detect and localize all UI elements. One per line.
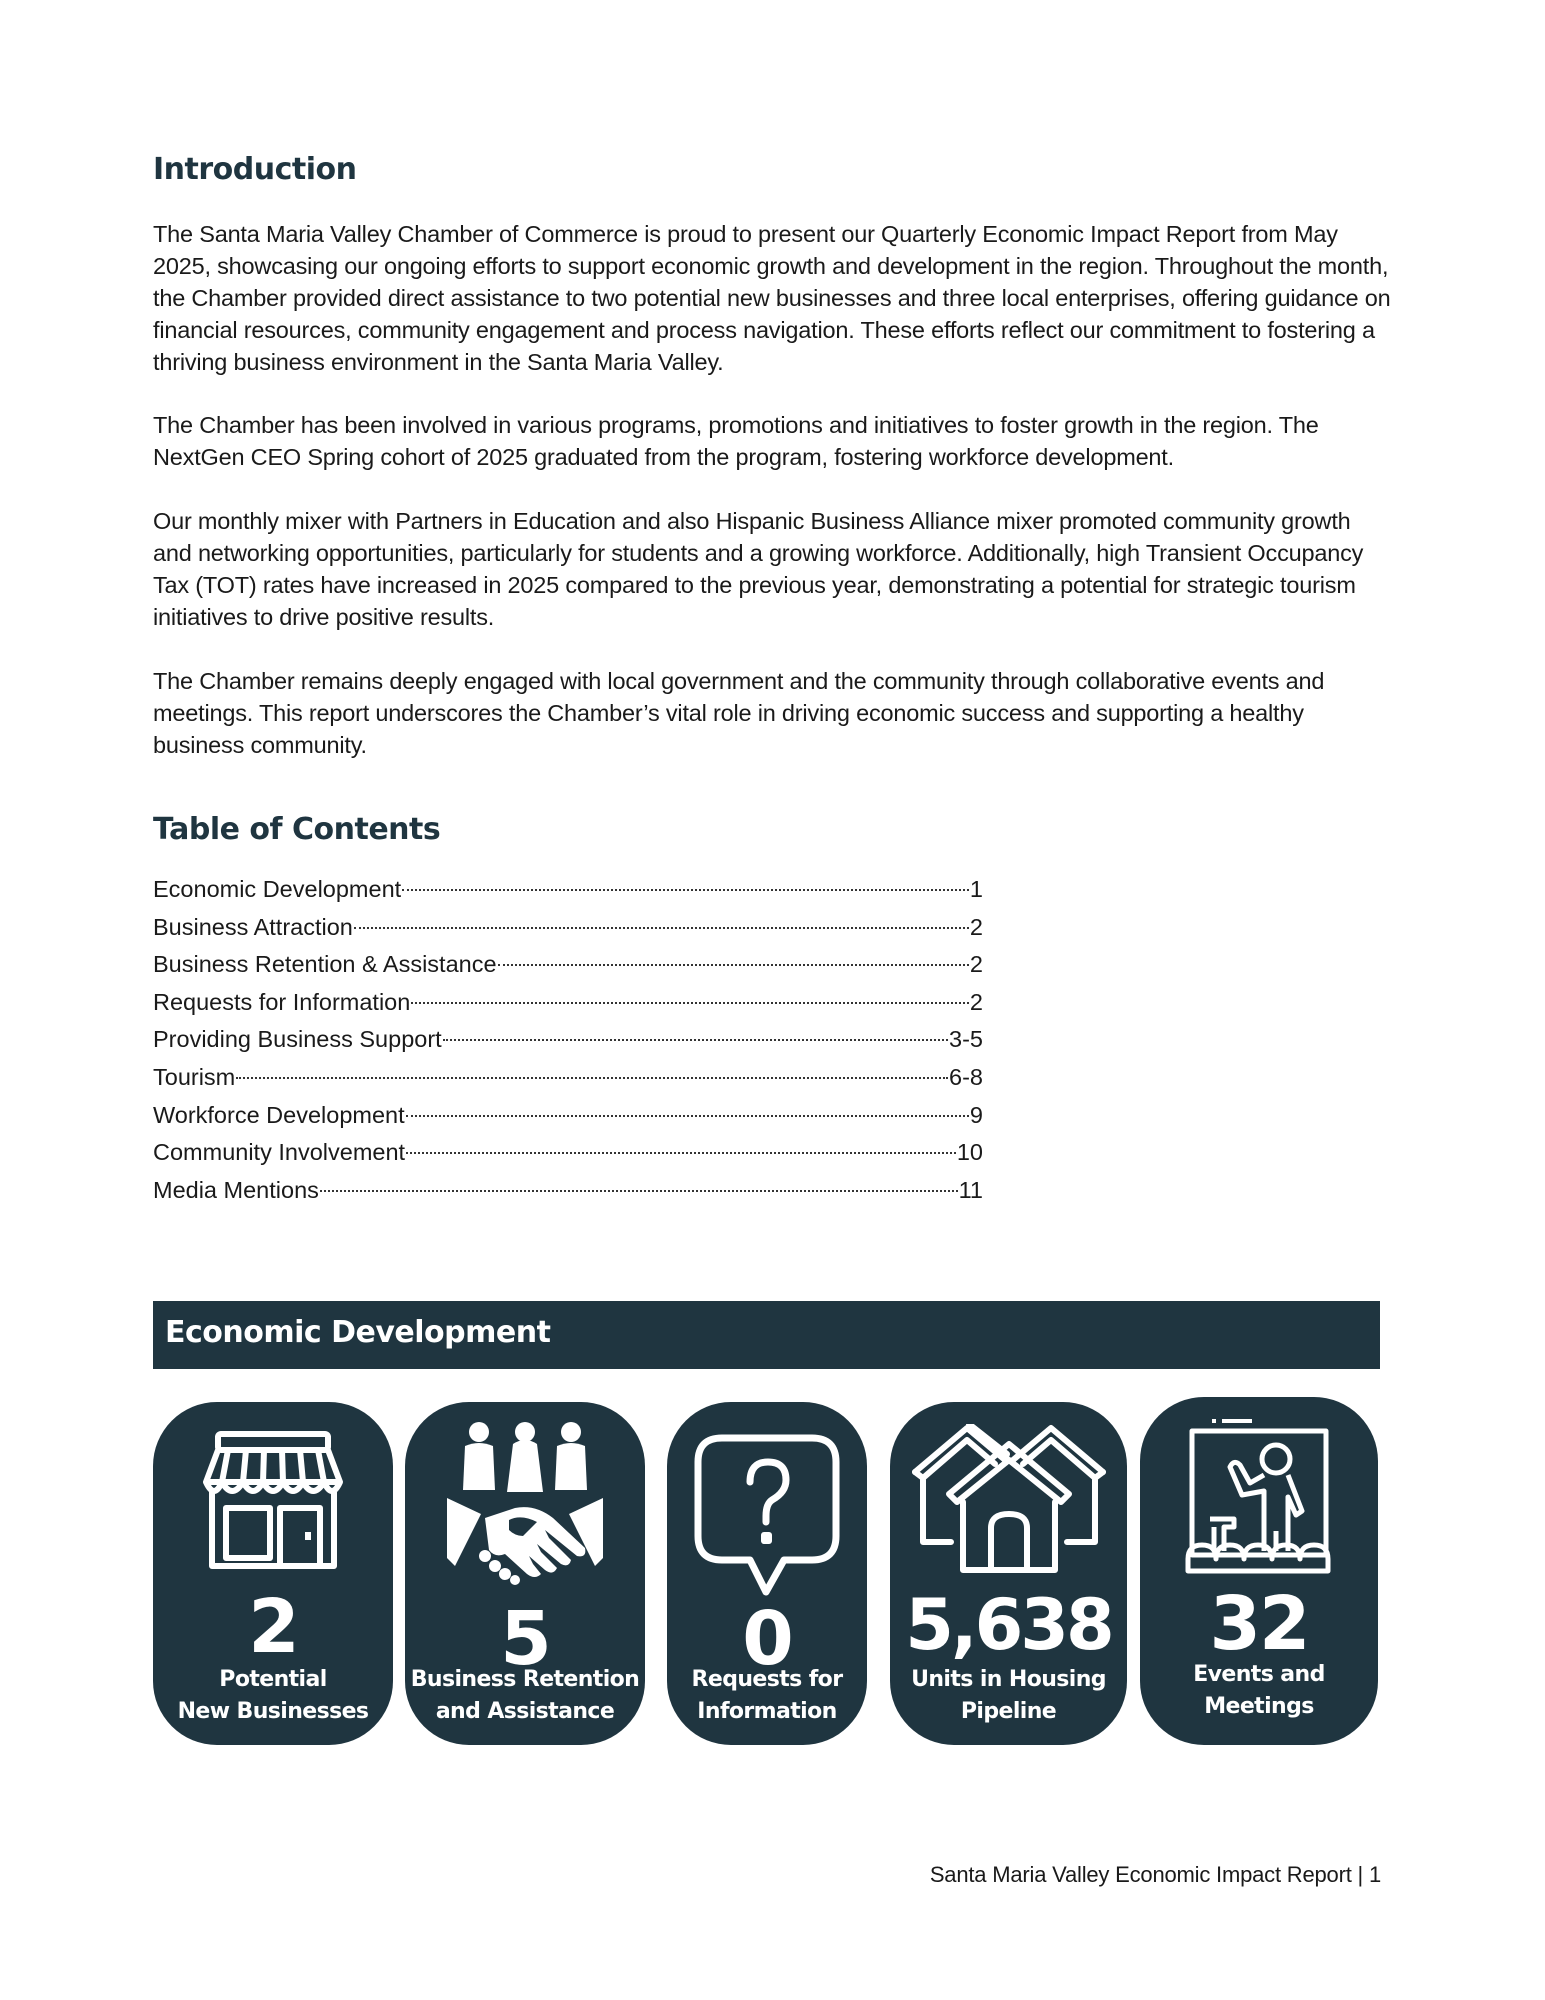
economic-development-banner bbox=[153, 1301, 1380, 1369]
toc-item[interactable]: Media Mentions 11 bbox=[153, 1176, 983, 1203]
stat-label-line1: Potential bbox=[219, 1667, 327, 1692]
toc-item[interactable]: Business Attraction 2 bbox=[153, 913, 983, 940]
stat-card-events-meetings bbox=[1140, 1397, 1378, 1745]
toc-leader-dots bbox=[443, 1039, 948, 1041]
stat-label-line2: Meetings bbox=[1204, 1694, 1314, 1719]
toc-leader-dots bbox=[498, 964, 969, 966]
economic-development-heading: Economic Development bbox=[165, 1315, 551, 1350]
intro-paragraph-4: The Chamber remains deeply engaged with local government and the community through collaborative events and meetings. This report underscores the Chamber’s vital role in driving economic success and supporting a healthy business community. bbox=[153, 668, 1325, 758]
stat-value: 5 bbox=[500, 1596, 550, 1682]
houses-icon bbox=[909, 1424, 1109, 1574]
stat-label-line2: New Businesses bbox=[177, 1699, 369, 1724]
stat-label-line1: Events and bbox=[1193, 1662, 1325, 1687]
stat-label-line2: and Assistance bbox=[435, 1699, 615, 1724]
stat-card-requests-for-information bbox=[667, 1402, 867, 1745]
stat-label-line2: Information bbox=[697, 1699, 837, 1724]
stat-value: 2 bbox=[248, 1584, 298, 1670]
toc-leader-dots bbox=[406, 1152, 956, 1154]
stat-label-line1: Business Retention bbox=[410, 1667, 640, 1692]
toc-item[interactable]: Tourism 6-8 bbox=[153, 1063, 983, 1090]
table-of-contents bbox=[153, 876, 983, 1214]
stat-label-line1: Requests for bbox=[691, 1667, 843, 1692]
stat-label-line2: Pipeline bbox=[960, 1699, 1057, 1724]
toc-leader-dots bbox=[236, 1077, 948, 1079]
intro-paragraph-2: The Chamber has been involved in various programs, promotions and initiatives to foster growth in the region. The NextGen CEO Spring cohort of 2025 graduated from the program, fostering workforce development. bbox=[153, 412, 1319, 470]
stat-card-potential-new-businesses bbox=[153, 1402, 393, 1745]
intro-paragraph-3: Our monthly mixer with Partners in Education and also Hispanic Business Alliance mixer promoted community growth and networking opportunities, particularly for students and a growing workforce. Additionally, high Transient Occupancy Tax (TOT) rates have increased in 2025 compared to the previous year, demonstrating a potential for strategic tourism initiatives to drive positive results. bbox=[153, 508, 1364, 630]
stat-label-line1: Units in Housing bbox=[911, 1667, 1106, 1692]
toc-heading: Table of Contents bbox=[153, 812, 441, 847]
stat-card-business-retention bbox=[405, 1402, 645, 1745]
question-bubble-icon bbox=[692, 1432, 842, 1602]
introduction-heading: Introduction bbox=[153, 152, 357, 187]
stat-value: 0 bbox=[742, 1596, 792, 1682]
stat-value: 32 bbox=[1209, 1581, 1309, 1667]
toc-leader-dots bbox=[320, 1190, 958, 1192]
toc-item[interactable]: Business Retention & Assistance 2 bbox=[153, 951, 983, 978]
toc-leader-dots bbox=[411, 1002, 969, 1004]
stat-card-housing-pipeline bbox=[890, 1402, 1127, 1745]
toc-leader-dots bbox=[402, 889, 969, 891]
stat-value: 5,638 bbox=[905, 1584, 1112, 1666]
presenter-icon bbox=[1184, 1419, 1334, 1579]
handshake-team-icon bbox=[445, 1418, 605, 1588]
toc-item[interactable]: Providing Business Support 3-5 bbox=[153, 1026, 983, 1053]
storefront-icon bbox=[198, 1428, 348, 1573]
toc-item[interactable]: Community Involvement 10 bbox=[153, 1139, 983, 1166]
toc-item[interactable]: Economic Development 1 bbox=[153, 876, 983, 902]
toc-item[interactable]: Requests for Information 2 bbox=[153, 988, 983, 1015]
toc-leader-dots bbox=[354, 927, 969, 929]
intro-paragraph-1: The Santa Maria Valley Chamber of Commerce is proud to present our Quarterly Economic Impact Report from May 2025, showcasing our ongoing efforts to support economic growth and development in the region. Throughout the month, the Chamber provided direct assistance to two potential new businesses and three local enterprises, offering guidance on financial resources, community engagement and process navigation. These efforts reflect our commitment to fostering a thriving business environment in the Santa Maria Valley. bbox=[153, 221, 1391, 375]
page-footer: Santa Maria Valley Economic Impact Report | 1 bbox=[929, 1862, 1381, 1887]
toc-leader-dots bbox=[406, 1115, 969, 1117]
toc-item[interactable]: Workforce Development 9 bbox=[153, 1101, 983, 1128]
